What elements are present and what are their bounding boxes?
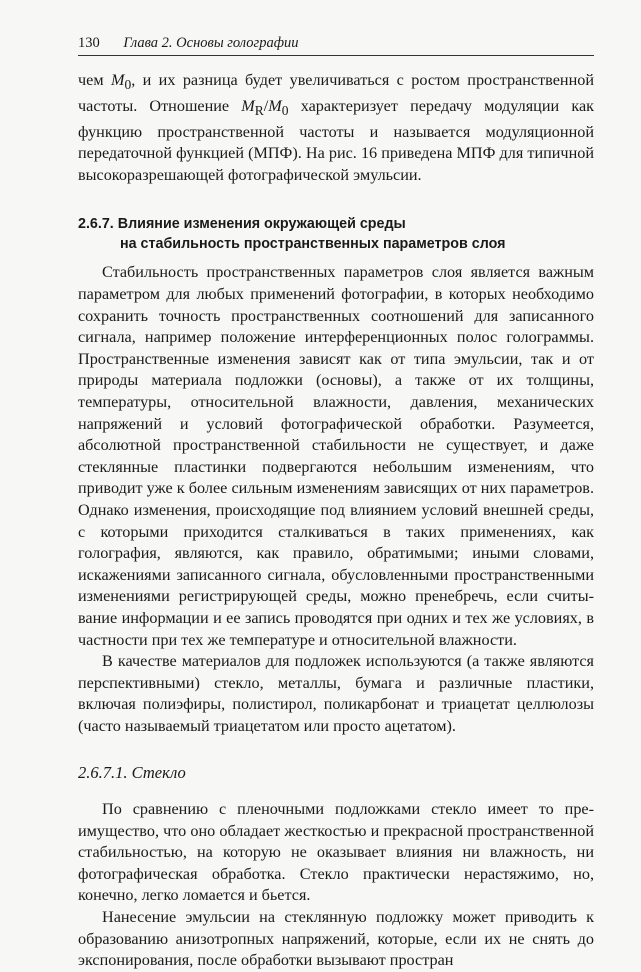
section-number: 2.6.7. xyxy=(78,216,114,233)
page-content xyxy=(78,70,594,972)
intro-paragraph: чем $M_0$, и их разница будет увеличиваться с ростом пространственной частоты. Отношение $M_R/M_0$ характеризует передачу модуляции как функцию пространственной частоты и называется модуляционной передаточной функцией (МПФ). На рис. 16 приведена МПФ для типичной высокоразрешающей фотографической эмульсии. xyxy=(78,71,595,184)
section-paragraph-2: В качестве материалов для подложек используются (а также являются перспективными) стекло, металлы, бумага и различные пластики, включая полиэфиры, полистирол, поликарбонат и триацетат целлюлозы (часто называемый триацетатом или просто ацетатом). xyxy=(78,652,594,735)
section-title-line1: Влияние изменения окружающей среды xyxy=(117,216,406,233)
section-title-line2: на стабильность пространственных параметров слоя xyxy=(120,236,506,253)
section-paragraph-1: Стабильность пространственных параметров слоя является важным параметром для любых применений фотографии, в которых необходимо сохранить точность пространственных соотношений для записанного сигнала, например положение интерференционных полос голограммы. Пространственные изменения зависят как от типа эмульсии, так и от природы материала подложки (основы), а также от их толщины, температуры, относительной влажности, давления, механических напряжений и условий фотографической обработки. Разумеется, абсолютной пространственной стабильности не существует, и даже стеклянные пластинки подвергаются небольшим изменениям, что приводит уже к более сильным изменениям зависящих от них параметров. Однако изменения, происходящие под влиянием условий внешней среды, с которыми приходится сталкиваться в таких применениях, как голография, являются, как правило, обратимыми; иными словами, искажениями записанного сигнала, обусловленными пространственными изменениями регистрирующей среды, можно пренебречь, если считывание информации и ее запись проводятся при одних и тех же условиях, в частности при тех же температуре и относительной влажности. xyxy=(78,263,594,649)
running-header xyxy=(78,34,594,56)
subsection-paragraph-1: По сравнению с пленочными подложками стекло имеет то преимущество, что оно обладает жесткостью и прекрасной пространственной стабильностью, на которую не оказывает влияния ни влажность, ни фотографическая обработка. Стекло практически нерастяжимо, но, конечно, легко ломается и бьется. xyxy=(78,800,594,905)
page-number: 130 xyxy=(78,35,100,51)
subsection-paragraph-2: Нанесение эмульсии на стеклянную подложку может приводить к образованию анизотропных напряжений, которые, если их не снять до экспонирования, после обработки вызывают простран xyxy=(78,908,594,970)
subsection-heading: 2.6.7.1. Стекло xyxy=(78,762,186,782)
chapter-title: Глава 2. Основы голографии xyxy=(123,35,299,51)
section-heading xyxy=(78,214,594,254)
